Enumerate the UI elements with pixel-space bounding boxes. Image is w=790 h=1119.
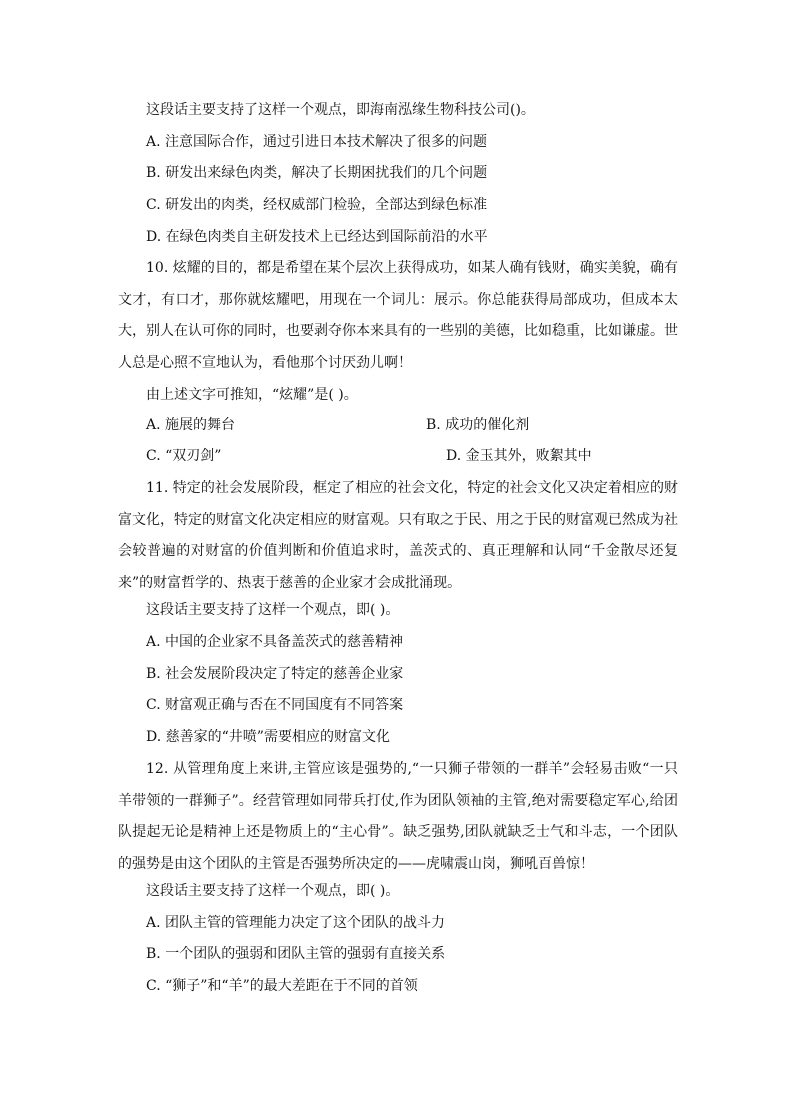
- q9-option-c: C. 研发出的肉类，经权威部门检验，全部达到绿色标准: [146, 197, 488, 213]
- q10-option-d: D. 金玉其外，败絮其中: [446, 448, 592, 464]
- q11-option-d: D. 慈善家的“井喷”需要相应的财富文化: [146, 729, 390, 745]
- q9-stem: 这段话主要支持了这样一个观点，即海南泓缘生物科技公司()。: [146, 102, 535, 118]
- q12-option-a: A. 团队主管的管理能力决定了这个团队的战斗力: [146, 915, 446, 931]
- q12-option-b: B. 一个团队的强弱和团队主管的强弱有直接关系: [146, 946, 446, 962]
- q9-option-b: B. 研发出来绿色肉类，解决了长期困扰我们的几个问题: [146, 165, 488, 181]
- q11-option-c: C. 财富观正确与否在不同国度有不同答案: [146, 697, 404, 713]
- q10-option-c: C. “双刃剑”: [146, 448, 222, 464]
- q11-option-b: B. 社会发展阶段决定了特定的慈善企业家: [146, 666, 404, 682]
- q11-passage: 11. 特定的社会发展阶段，框定了相应的社会文化，特定的社会文化又决定着相应的财富文化，特定的财富文化决定相应的财富观。只有取之于民、用之于民的财富观已然成为社会较普遍的对财富的价值判断和价值追求时，盖茨式的、真正理解和认同“千金散尽还复来”的财富哲学的、热衷于慈善的企业家才会成批涌现。: [118, 480, 678, 592]
- q9-option-a: A. 注意国际合作，通过引进日本技术解决了很多的问题: [146, 134, 488, 150]
- q12-passage: 12. 从管理角度上来讲,主管应该是强势的,“一只狮子带领的一群羊”会轻易击败“一只羊带领的一群狮子”。经营管理如同带兵打仗,作为团队领袖的主管,绝对需要稳定军心,给团队提起无论是精神上还是物质上的“主心骨”。缺乏强势,团队就缺乏士气和斗志，一个团队的强势是由这个团队的主管是否强势所决定的——虎啸震山岗，狮吼百兽惊！: [118, 761, 678, 873]
- q11-option-a: A. 中国的企业家不具备盖茨式的慈善精神: [146, 634, 404, 650]
- q10-option-b: B. 成功的催化剂: [426, 417, 530, 433]
- q12-option-c: C. “狮子”和“羊”的最大差距在于不同的首领: [146, 978, 418, 994]
- q9-option-d: D. 在绿色肉类自主研发技术上已经达到国际前沿的水平: [146, 229, 488, 245]
- q10-stem: 由上述文字可推知，“炫耀”是( )。: [146, 387, 358, 403]
- q12-stem: 这段话主要支持了这样一个观点，即( )。: [146, 883, 400, 899]
- q11-stem: 这段话主要支持了这样一个观点，即( )。: [146, 602, 400, 618]
- q10-passage: 10. 炫耀的目的，都是希望在某个层次上获得成功，如某人确有钱财，确实美貌，确有文才，有口才，那你就炫耀吧，用现在一个词儿：展示。你总能获得局部成功，但成本太大，别人在认可你的同时，也要剥夺你本来具有的一些别的美德，比如稳重，比如谦虚。世人总是心照不宣地认为，看他那个讨厌劲儿啊！: [118, 260, 678, 372]
- q10-option-a: A. 施展的舞台: [146, 417, 236, 433]
